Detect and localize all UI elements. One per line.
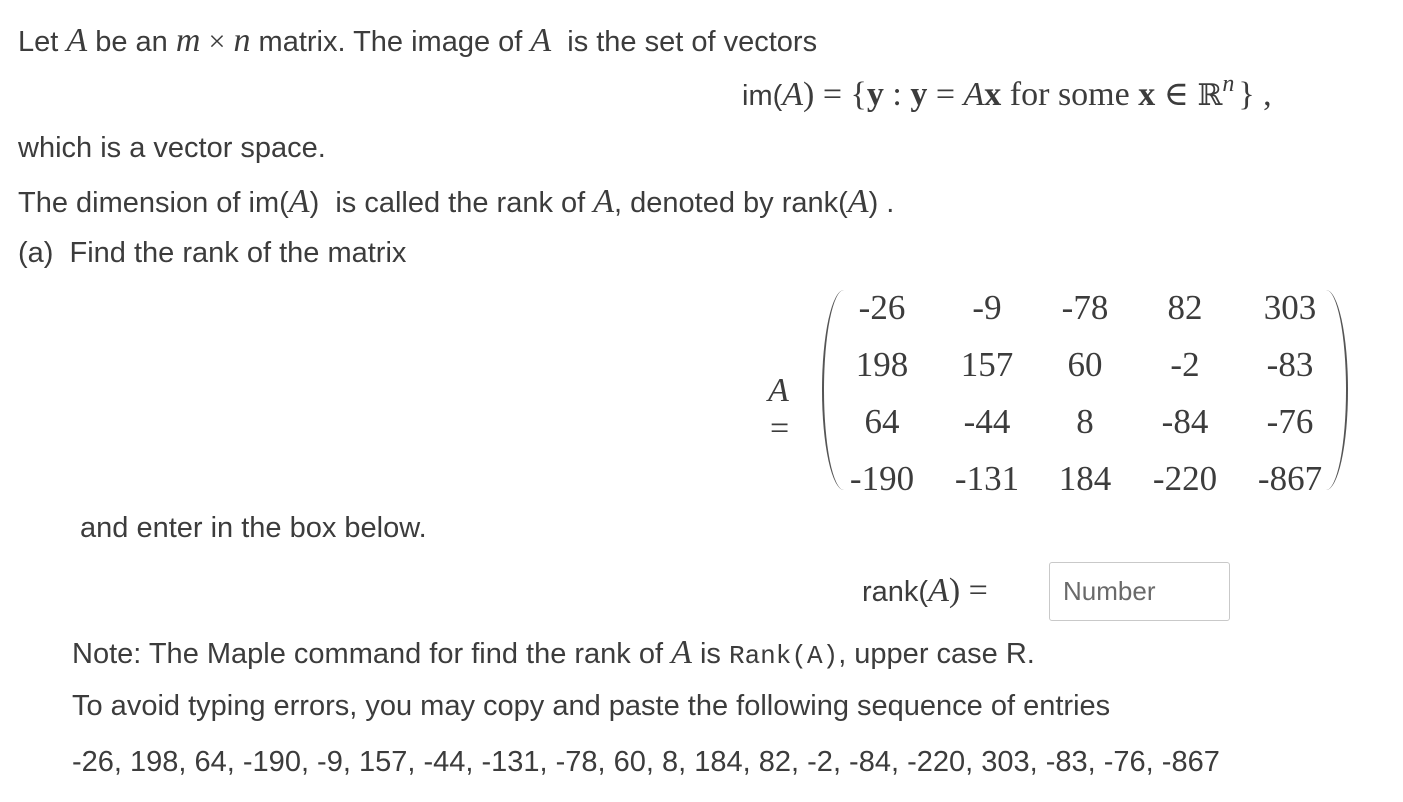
matrix-equals: =: [770, 410, 790, 447]
part-a-line: [18, 237, 406, 270]
math-x: x: [1138, 76, 1156, 113]
matrix-cell: 303: [1263, 288, 1317, 327]
element-of: ∈: [1155, 76, 1198, 113]
part-a-label: (a): [18, 237, 54, 269]
intro-be-an: be an: [95, 26, 168, 58]
math-n: n: [233, 22, 251, 59]
matrix-cell: -867: [1257, 459, 1323, 498]
note-suffix: , upper case R.: [838, 638, 1035, 670]
part-a-text: Find the rank of the matrix: [69, 237, 407, 269]
note-line: [72, 634, 1035, 672]
matrix-cell: 184: [1058, 459, 1112, 498]
vector-space-text: which is a vector space.: [18, 132, 326, 164]
close-brace: } ,: [1238, 76, 1272, 113]
math-times: ×: [208, 25, 226, 58]
matrix-cell: 198: [855, 345, 909, 384]
rank-def-part1: The dimension of im(: [18, 187, 289, 219]
math-A: A: [963, 76, 985, 113]
avoid-typing-text: To avoid typing errors, you may copy and paste the following sequence of entries: [72, 690, 1111, 722]
math-A: A: [768, 372, 789, 409]
matrix-cell: -190: [849, 459, 915, 498]
matrix-cell: -220: [1152, 459, 1218, 498]
matrix-cell: -2: [1170, 345, 1200, 384]
entry-sequence: -26, 198, 64, -190, -9, 157, -44, -131, -78, 60, 8, 184, 82, -2, -84, -220, 303, -83, -76, -867: [72, 746, 1220, 778]
matrix-cell: -78: [1061, 288, 1109, 327]
equals: =: [927, 76, 964, 113]
rank-def-part2: ) is called the rank of: [309, 187, 594, 219]
intro-is-set: is the set of vectors: [567, 26, 818, 58]
matrix-cell: 157: [960, 345, 1014, 384]
math-A: A: [782, 76, 804, 113]
matrix-cell: 82: [1167, 288, 1203, 327]
math-x: x: [984, 76, 1002, 113]
intro-let: Let: [18, 26, 59, 58]
maple-command-code: Rank(A): [728, 641, 839, 671]
reals-symbol: ℝ: [1197, 78, 1223, 113]
math-A: A: [928, 572, 949, 609]
matrix-cell: -26: [858, 288, 906, 327]
rank-def-part3: , denoted by rank(: [614, 187, 848, 219]
math-y: y: [866, 76, 884, 113]
note-is: is: [699, 638, 721, 670]
matrix-cell: -84: [1161, 402, 1209, 441]
math-A: A: [288, 183, 310, 220]
im-open: im(: [742, 80, 783, 112]
note-prefix: Note: The Maple command for find the rank of: [72, 638, 664, 670]
matrix-cell: -131: [954, 459, 1020, 498]
math-y: y: [910, 76, 928, 113]
rank-answer-input[interactable]: [1049, 562, 1230, 621]
math-A: A: [66, 22, 88, 59]
matrix-right-paren: [1326, 290, 1348, 490]
math-m: m: [175, 22, 201, 59]
answer-label: [862, 572, 988, 610]
matrix-cell: -76: [1266, 402, 1314, 441]
for-some: for some: [1001, 76, 1139, 113]
colon: :: [883, 76, 911, 113]
math-A: A: [593, 183, 615, 220]
math-A: A: [530, 22, 552, 59]
matrix-cell: 64: [864, 402, 900, 441]
matrix-cell: -9: [972, 288, 1002, 327]
math-n-superscript: n: [1222, 71, 1235, 97]
rank-prefix: rank(: [862, 576, 929, 608]
matrix-cell: 60: [1067, 345, 1103, 384]
matrix-cell: 8: [1076, 402, 1094, 441]
matrix-label: [768, 372, 789, 448]
intro-matrix-image: matrix. The image of: [258, 26, 523, 58]
math-A: A: [671, 634, 692, 671]
im-close-eq: ) = {: [803, 76, 867, 113]
rank-suffix: ) =: [948, 572, 988, 609]
matrix-cell: -44: [963, 402, 1011, 441]
rank-definition: [18, 183, 894, 221]
matrix-cell: -83: [1266, 345, 1314, 384]
intro-line: [18, 22, 817, 60]
rank-def-part4: ) .: [868, 187, 895, 219]
image-definition: [742, 71, 1272, 114]
math-A: A: [847, 183, 869, 220]
enter-text: and enter in the box below.: [80, 512, 427, 544]
